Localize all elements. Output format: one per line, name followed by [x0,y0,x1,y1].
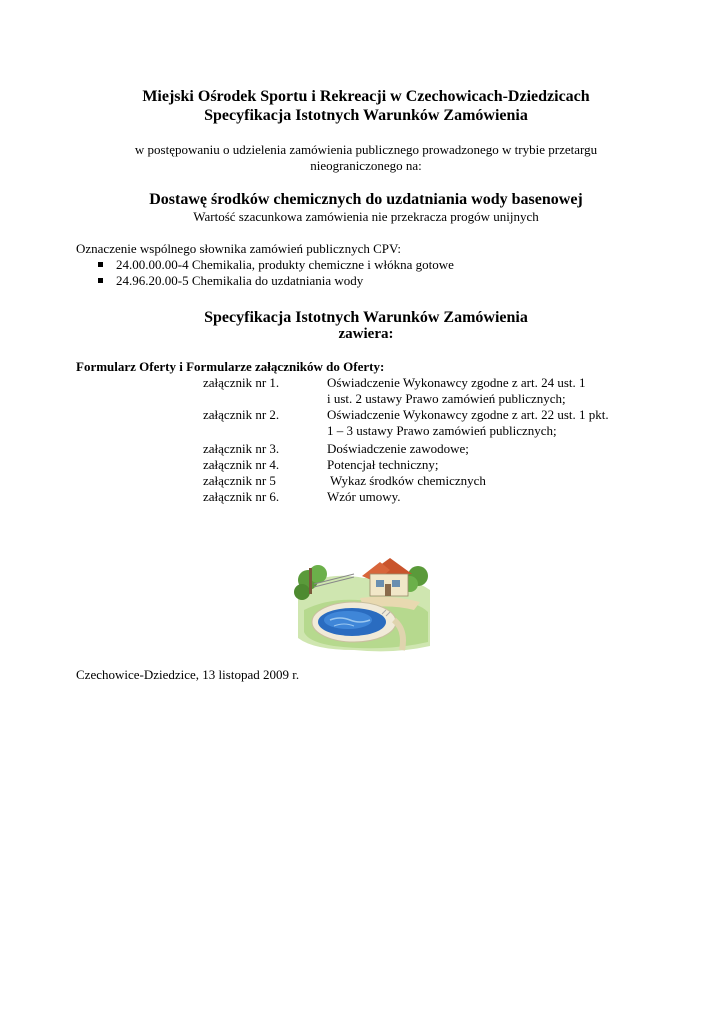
institution-name: Miejski Ośrodek Sportu i Rekreacji w Czechowicach-Dziedzicach [142,88,590,105]
attachment-number: załącznik nr 4. [203,457,280,472]
attachment-number: załącznik nr 5 [203,473,276,488]
intro-line-2: nieograniczonego na: [310,158,422,173]
contents-title: Specyfikacja Istotnych Warunków Zamówienia [204,309,528,326]
attachment-number: załącznik nr 2. [203,407,280,422]
attachment-6 [203,489,401,505]
attachment-2 [203,407,609,439]
attachment-4 [203,457,439,473]
form-heading: Formularz Oferty i Formularze załączników do Oferty: [76,359,385,374]
cpv-item-2: 24.96.20.00-5 Chemikalia do uzdatniania wody [98,273,363,289]
cpv-item-1: 24.00.00.00-4 Chemikalia, produkty chemiczne i włókna gotowe [98,257,454,273]
subject-title: Dostawę środków chemicznych do uzdatniania wody basenowej [149,191,583,208]
contents-subtitle: zawiera: [338,326,394,342]
attachment-3 [203,441,469,457]
attachment-number: załącznik nr 3. [203,441,280,456]
attachment-description: Doświadczenie zawodowe; [327,441,469,456]
place-and-date: Czechowice-Dziedzice, 13 listopad 2009 r. [76,667,300,682]
attachment-description: Potencjał techniczny; [327,457,439,472]
attachment-1 [203,375,586,407]
bullet-icon [98,262,103,267]
pool-house-illustration [294,550,432,654]
attachment-description: Oświadczenie Wykonawcy zgodne z art. 24 ust. 1 i ust. 2 ustawy Prawo zamówień publicznych; [327,375,586,406]
cpv-heading: Oznaczenie wspólnego słownika zamówień publicznych CPV: [76,241,402,256]
attachment-description: Wzór umowy. [327,489,401,504]
bullet-icon [98,278,103,283]
attachment-number: załącznik nr 1. [203,375,280,390]
value-note: Wartość szacunkowa zamówienia nie przekracza progów unijnych [193,209,539,224]
document-title: Specyfikacja Istotnych Warunków Zamówienia [204,107,528,124]
intro-line-1: w postępowaniu o udzielenia zamówienia publicznego prowadzonego w trybie przetargu [134,142,598,157]
attachment-number: załącznik nr 6. [203,489,280,504]
attachment-description: Wykaz środków chemicznych [327,473,486,488]
attachment-5 [203,473,486,489]
attachment-description: Oświadczenie Wykonawcy zgodne z art. 22 ust. 1 pkt. 1 – 3 ustawy Prawo zamówień publicznych; [327,407,609,438]
